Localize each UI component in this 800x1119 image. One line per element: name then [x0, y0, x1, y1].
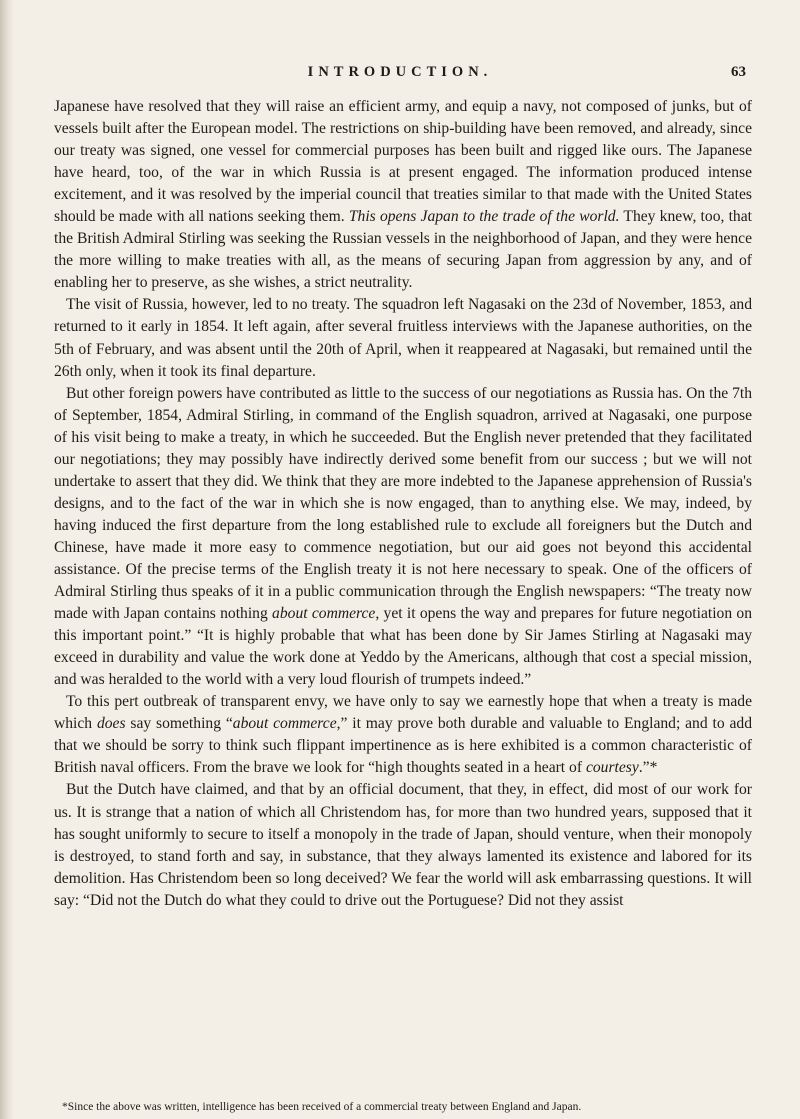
page-number: 63: [731, 64, 746, 80]
header-title: INTRODUCTION.: [307, 64, 493, 80]
text-run: They knew, too, that the British Admiral Stirling was seeking the Russian vessels in the neighborhood of Japan, and they were hence the more willing to make treaties with all, as the means of securing Japan from aggression by any, and of enabling her to preserve, as she wishes, a strict neutrality.: [54, 208, 752, 292]
text-run: .”*: [638, 759, 658, 777]
italic-text: about commerce: [232, 715, 337, 733]
text-run: ,” it may prove both durable and valuable to England; and to add that we should be sorry to think such flippant impertinence as is here exhibited is a common characteristic of British naval officers. From the brave we look for “high thoughts seated in a heart of: [54, 715, 752, 777]
body-text: [54, 96, 752, 912]
footnote: *Since the above was written, intelligence has been received of a commercial treaty between England and Japan.: [62, 1101, 582, 1113]
paragraph: [54, 691, 752, 779]
text-run: Japanese have resolved that they will raise an efficient army, and equip a navy, not composed of junks, but of vessels built after the European model. The restrictions on ship-building have been removed, and already, since our treaty was signed, one vessel for commercial purposes has been built and rigged like ours. The Japanese have heard, too, of the war in which Russia is at present engaged. The information produced intense excitement, and it was resolved by the imperial council that treaties similar to that made with the United States should be made with all nations seeking them.: [54, 98, 752, 226]
running-header: [54, 64, 746, 88]
text-run: To this pert outbreak of transparent envy, we have only to say we earnestly hope that when a treaty is made which: [54, 693, 752, 733]
text-run: say something “: [125, 715, 233, 733]
page-gutter-shadow: [0, 0, 14, 1119]
text-run: The visit of Russia, however, led to no treaty. The squadron left Nagasaki on the 23d of November, 1853, and returned to it early in 1854. It left again, after several fruitless interviews with the Japanese authorities, on the 5th of February, and was absent until the 20th of April, when it reappeared at Nagasaki, but remained until the 26th only, when it took its final departure.: [54, 296, 752, 380]
text-run: , yet it opens the way and prepares for future negotiation on this important point.” “It is highly probable that what has been done by Sir James Stirling at Nagasaki may exceed in durability and value the work done at Yeddo by the Americans, although that cost a special mission, and was heralded to the world with a very loud flourish of trumpets indeed.”: [54, 605, 753, 689]
italic-text: courtesy: [585, 759, 639, 777]
italic-text: This opens Japan to the trade of the world.: [348, 208, 620, 226]
text-run: But other foreign powers have contributed as little to the success of our negotiations as Russia has. On the 7th of September, 1854, Admiral Stirling, in command of the English squadron, arrived at Nagasaki, one purpose of his visit being to make a treaty, in which he succeeded. But the English never pretended that they facilitated our negotiations; they may possibly have indirectly derived some benefit from our success ; but we will not undertake to assert that they did. We think that they are more indebted to the Japanese apprehension of Russia's designs, and to the fact of the war in which she is now engaged, than to anything else. We may, indeed, by having induced the first departure from the long established rule to exclude all foreigners but the Dutch and Chinese, have made it more easy to commence negotiation, but our aid goes not beyond this accidental assistance. Of the precise terms of the English treaty it is not here necessary to speak. One of the officers of Admiral Stirling thus speaks of it in a public communication through the English newspapers: “The treaty now made with Japan contains nothing: [54, 384, 752, 623]
paragraph: [54, 779, 752, 911]
italic-text: about commerce: [272, 605, 376, 623]
text-run: But the Dutch have claimed, and that by an official document, that they, in effect, did most of our work for us. It is strange that a nation of which all Christendom has, for more than two hundred years, supposed that it has sought uniformly to secure to itself a monopoly in the trade of Japan, should venture, when their monopoly is destroyed, to stand forth and say, in substance, that they always lamented its existence and labored for its demolition. Has Christendom been so long deceived? We fear the world will ask embarrassing questions. It will say: “Did not the Dutch do what they could to drive out the Portuguese? Did not they assist: [54, 781, 752, 909]
paragraph: [54, 96, 752, 294]
italic-text: does: [96, 715, 126, 733]
paragraph: [54, 294, 752, 382]
paragraph: [54, 383, 752, 692]
